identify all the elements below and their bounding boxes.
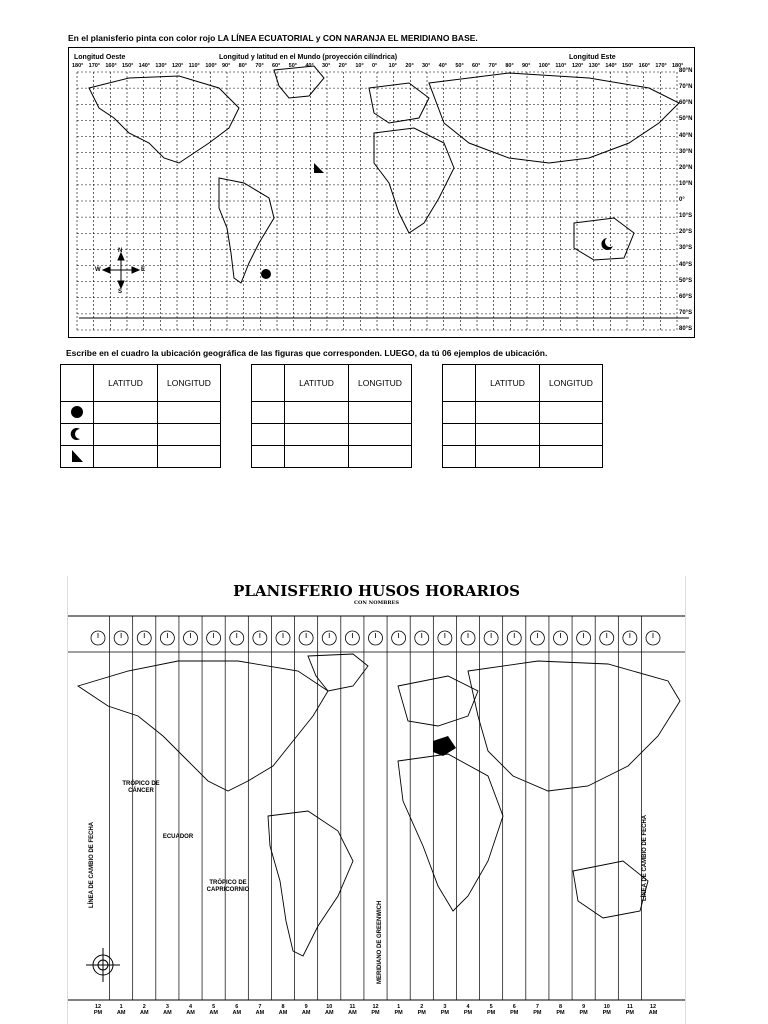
tropic-cancer-label: TRÓPICO DE CÁNCER [122, 781, 160, 794]
europe-shape [369, 83, 429, 123]
instruction-text-2: Escribe en el cuadro la ubicación geográfica de las figuras que corresponden. LUEGO, da tú 06 ejemplos de ubicación. [66, 348, 548, 358]
time-zones-title: PLANISFERIO HUSOS HORARIOS [233, 582, 520, 600]
zone-time-label: 8 AM [278, 1004, 288, 1016]
latitude-label: 70°N [679, 84, 693, 91]
greenwich-label: MERIDIANO DE GREENWICH [377, 900, 383, 984]
longitude-label: 120° [172, 63, 184, 69]
zone-time-label: 2 PM [417, 1004, 426, 1016]
zone-time-label: 4 AM [186, 1004, 195, 1016]
greenland-outline [308, 654, 368, 691]
zone-time-label: 5 PM [487, 1004, 496, 1016]
latitude-label: 10°N [679, 180, 693, 187]
zone-time-label: 12 PM [93, 1004, 103, 1016]
circle-icon [70, 405, 84, 419]
lat-long-world-map [68, 47, 695, 338]
zone-time-label: 8 PM [556, 1004, 565, 1016]
longitude-header: LONGITUD [349, 365, 412, 402]
longitude-label: 80° [505, 63, 514, 69]
longitude-label: 60° [472, 63, 481, 69]
compass-e: E [141, 267, 146, 273]
longitude-label: 20° [405, 63, 414, 69]
answer-table-2 [251, 364, 412, 468]
longitude-header: LONGITUD [158, 365, 221, 402]
south-america-outline [268, 811, 353, 956]
latitude-label: 80°N [679, 68, 693, 74]
north-america-outline [78, 661, 328, 791]
latitude-label: 10°S [679, 213, 693, 220]
longitude-label: 70° [488, 63, 497, 69]
longitude-label: 60° [272, 63, 281, 69]
zone-time-label: 12 AM [648, 1004, 658, 1016]
time-zones-subtitle: CON NOMBRES [354, 600, 399, 606]
zone-time-label: 3 AM [163, 1004, 172, 1016]
latitude-label: 30°N [679, 148, 693, 155]
dark-region [433, 736, 456, 756]
compass-rose-2 [86, 948, 120, 982]
longitude-label: 30° [422, 63, 431, 69]
zone-time-label: 9 PM [579, 1004, 588, 1016]
latitude-label: 70°S [679, 309, 693, 316]
instruction-text: En el planisferio pinta con color rojo LA LÍNEA ECUATORIAL y CON NARANJA EL MERIDIANO BASE. [68, 33, 478, 43]
equator-label: ECUADOR [162, 834, 194, 840]
latitude-label: 60°N [679, 100, 693, 107]
longitude-label: 170° [88, 63, 101, 69]
longitude-label: 80° [238, 63, 247, 69]
answer-table-3 [442, 364, 603, 468]
longitude-label: 20° [338, 63, 347, 69]
longitude-header: LONGITUD [540, 365, 603, 402]
date-line-right-label: LÍNEA DE CAMBIO DE FECHA [642, 814, 648, 901]
crescent-icon [70, 427, 84, 441]
asia-shape [429, 73, 679, 163]
east-longitude-label: Longitud Este [569, 54, 616, 61]
longitude-label: 150° [622, 63, 634, 69]
latitude-label: 80°S [679, 326, 693, 332]
zone-time-label: 12 PM [371, 1004, 380, 1016]
zone-time-label: 10 AM [324, 1004, 334, 1016]
zone-time-label: 4 PM [463, 1004, 473, 1016]
longitude-label: 10° [355, 63, 364, 69]
longitude-label: 10° [388, 63, 397, 69]
longitude-label: 90° [522, 63, 531, 69]
longitude-label: 120° [572, 63, 584, 69]
zone-time-label: 6 PM [510, 1004, 519, 1016]
latitude-header: LATITUD [285, 365, 349, 402]
longitude-label: 140° [605, 63, 617, 69]
zone-time-label: 1 AM [116, 1004, 126, 1016]
zone-time-label: 9 AM [301, 1004, 311, 1016]
time-zones-map [67, 576, 686, 1024]
crescent-figure [601, 238, 613, 250]
compass-w: W [95, 267, 101, 273]
longitude-label: 140° [138, 63, 151, 69]
tropic-capricorn-label: TRÓPICO DE CAPRICORNIO [206, 880, 250, 893]
australia-shape [574, 218, 634, 260]
longitude-label: 180° [72, 63, 84, 69]
longitude-label: 110° [188, 63, 200, 69]
triangle-figure [314, 163, 324, 173]
zone-time-label: 6 AM [232, 1004, 242, 1016]
zone-time-label: 2 AM [139, 1004, 149, 1016]
longitude-label: 160° [638, 63, 651, 69]
longitude-label: 170° [655, 63, 667, 69]
zone-time-label: 7 AM [255, 1004, 265, 1016]
longitude-label: 180° [672, 63, 684, 69]
zone-time-label: 7 PM [533, 1004, 542, 1016]
compass-s: S [118, 289, 123, 295]
longitude-label: 70° [255, 63, 264, 69]
map-grid [69, 48, 694, 337]
circle-figure [261, 269, 271, 279]
longitude-label: 100° [205, 63, 217, 69]
longitude-label: 0° [372, 63, 378, 69]
longitude-label: 100° [538, 63, 551, 69]
longitude-label: 90° [222, 63, 231, 69]
zone-time-label: 1 PM [394, 1004, 403, 1016]
longitude-label: 150° [122, 63, 134, 69]
latitude-label: 50°S [679, 277, 693, 284]
greenland-shape [274, 66, 324, 98]
latitude-label: 0° [679, 197, 685, 203]
latitude-label: 40°N [679, 132, 693, 139]
longitude-label: 130° [588, 63, 601, 69]
compass-n: N [118, 248, 123, 254]
latitude-header: LATITUD [476, 365, 540, 402]
longitude-label: 30° [322, 63, 331, 69]
latitude-label: 50°N [679, 116, 693, 123]
map-title: Longitud y latitud en el Mundo (proyección cilíndrica) [219, 54, 398, 61]
longitude-label: 50° [288, 63, 297, 69]
latitude-label: 20°S [679, 229, 693, 236]
answer-table-1 [60, 364, 221, 468]
longitude-label: 40° [305, 63, 314, 69]
latitude-label: 30°S [679, 245, 693, 252]
australia-outline [573, 861, 648, 918]
longitude-label: 110° [555, 63, 567, 69]
latitude-label: 40°S [679, 261, 693, 268]
compass-rose [103, 253, 139, 288]
latitude-label: 60°S [679, 293, 693, 300]
longitude-label: 130° [155, 63, 167, 69]
zone-time-label: 3 PM [440, 1004, 449, 1016]
zone-time-label: 11 PM [625, 1004, 634, 1016]
longitude-label: 40° [438, 63, 447, 69]
longitude-label: 50° [455, 63, 464, 69]
africa-outline [398, 754, 503, 911]
zone-time-label: 11 AM [348, 1004, 357, 1016]
longitude-label: 160° [105, 63, 117, 69]
triangle-icon [70, 449, 84, 463]
north-america-shape [89, 76, 239, 163]
latitude-header: LATITUD [94, 365, 158, 402]
zone-time-label: 5 AM [209, 1004, 218, 1016]
latitude-label: 20°N [679, 164, 693, 171]
west-longitude-label: Longitud Oeste [74, 54, 126, 61]
date-line-left-label: LÍNEA DE CAMBIO DE FECHA [89, 821, 95, 908]
asia-outline [468, 661, 680, 791]
zone-time-label: 10 PM [602, 1004, 611, 1016]
